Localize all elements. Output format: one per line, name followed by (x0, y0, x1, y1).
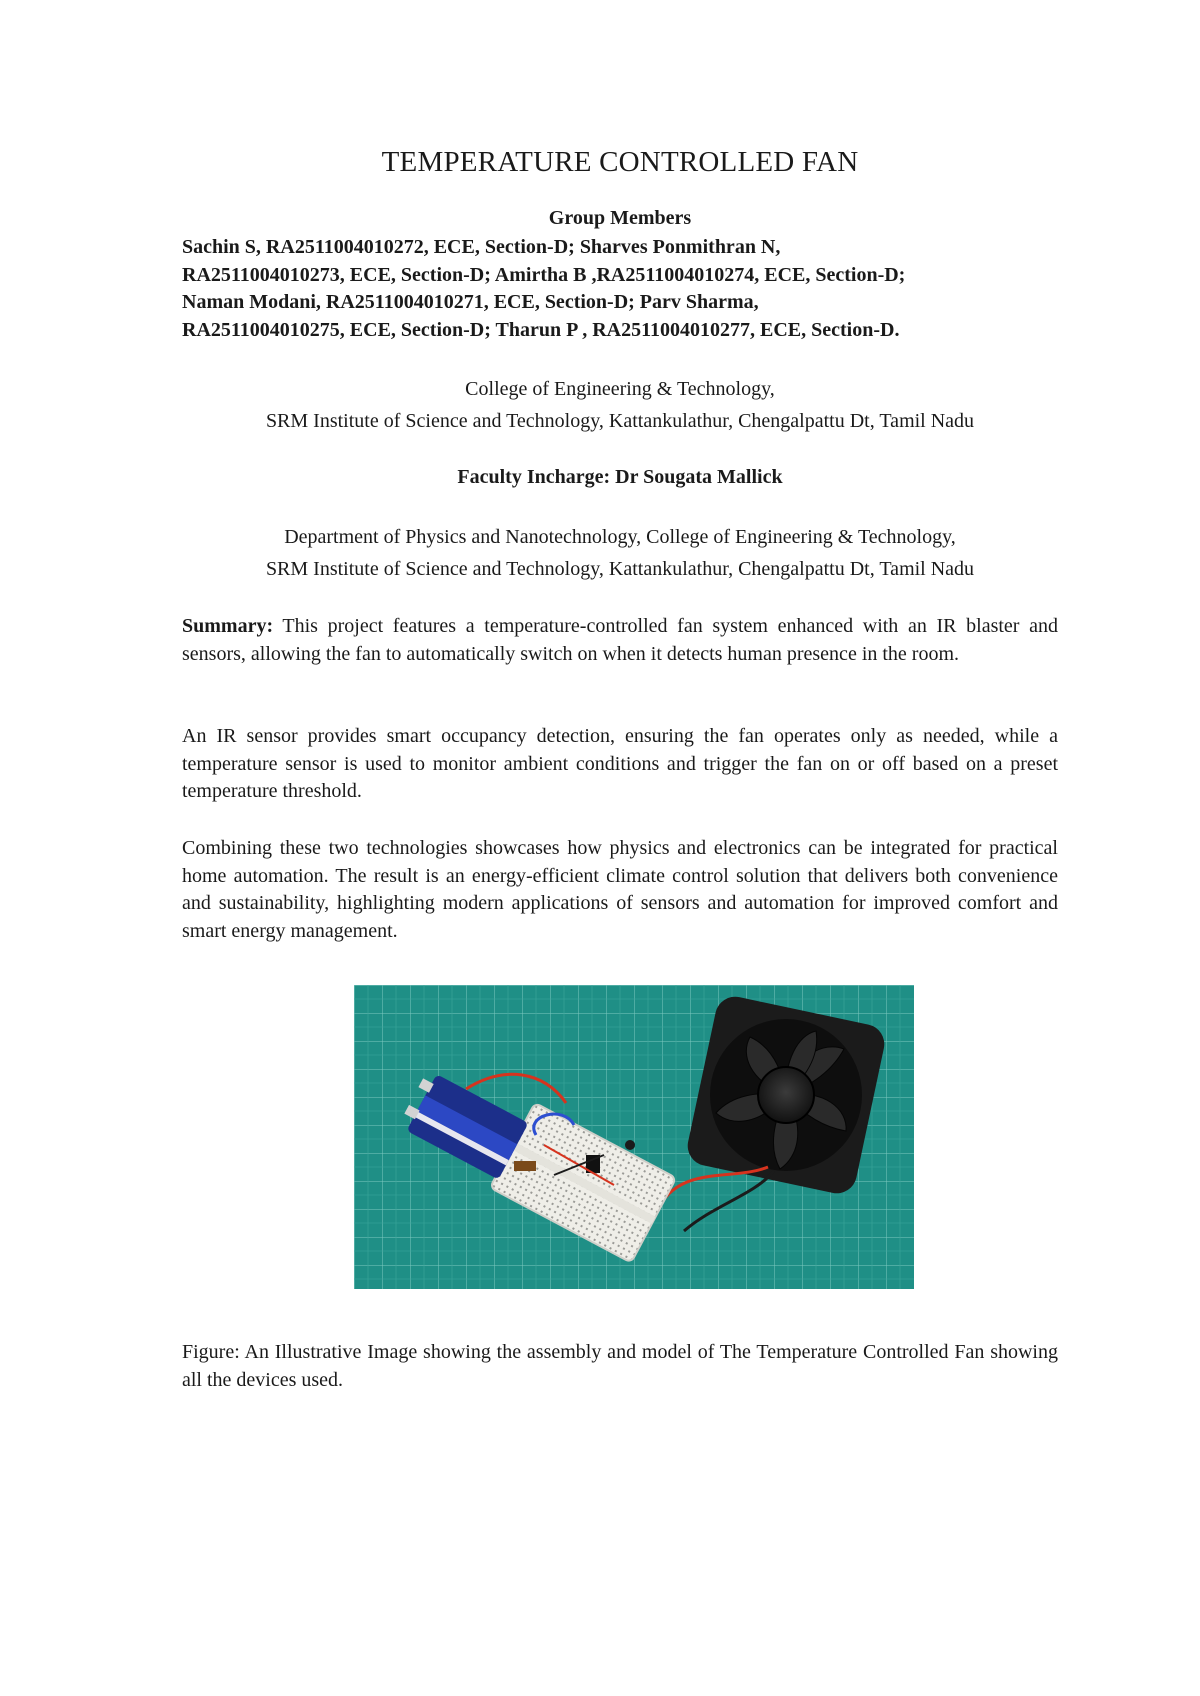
cooling-fan (684, 993, 888, 1197)
group-members-heading: Group Members (548, 207, 692, 229)
circuit-photo-illustration (354, 985, 914, 1289)
summary-text: This project features a temperature-controlled fan system enhanced with an IR blaster and sensors, allowing the fan to automatically switch on when it detects human presence in the room. (182, 615, 1058, 665)
combination-paragraph: Combining these two technologies showcases how physics and electronics can be integrated for practical home automation. The result is an energy-efficient climate control solution that delivers both convenience and sustainability, highlighting modern applications of sensors and automation for improved comfort and smart energy management. (182, 837, 1058, 942)
department-affiliation (182, 521, 1058, 585)
affiliation-line: SRM Institute of Science and Technology, Kattankulathur, Chengalpattu Dt, Tamil Nadu (265, 410, 975, 432)
ir-sensor-paragraph: An IR sensor provides smart occupancy detection, ensuring the fan operates only as needed, while a temperature sensor is used to monitor ambient conditions and trigger the fan on or off based on a preset temperature threshold. (182, 725, 1058, 802)
affiliation-line: College of Engineering & Technology, (465, 378, 775, 400)
summary-label: Summary: (182, 615, 274, 637)
affiliation-line: Department of Physics and Nanotechnology, College of Engineering & Technology, (284, 526, 956, 548)
members-line: Naman Modani, RA2511004010271, ECE, Section-D; Parv Sharma, (182, 291, 759, 313)
affiliation-line: SRM Institute of Science and Technology, Kattankulathur, Chengalpattu Dt, Tamil Nadu (265, 558, 975, 580)
members-line: Sachin S, RA2511004010272, ECE, Section-D; Sharves Ponmithran N, (182, 236, 781, 258)
document-title: TEMPERATURE CONTROLLED FAN (381, 146, 859, 178)
members-line: RA2511004010273, ECE, Section-D; Amirtha B ,RA2511004010274, ECE, Section-D; (182, 263, 906, 286)
group-members-list (182, 234, 1058, 344)
figure-caption: Figure: An Illustrative Image showing the assembly and model of The Temperature Controlled Fan showing all the devices used. (182, 1341, 1058, 1391)
college-affiliation (182, 373, 1058, 437)
members-line: RA2511004010275, ECE, Section-D; Tharun P , RA2511004010277, ECE, Section-D. (182, 318, 900, 341)
summary-paragraph (182, 613, 1058, 668)
circuit-assembly-photo (354, 985, 914, 1289)
faculty-incharge: Faculty Incharge: Dr Sougata Mallick (457, 466, 783, 488)
